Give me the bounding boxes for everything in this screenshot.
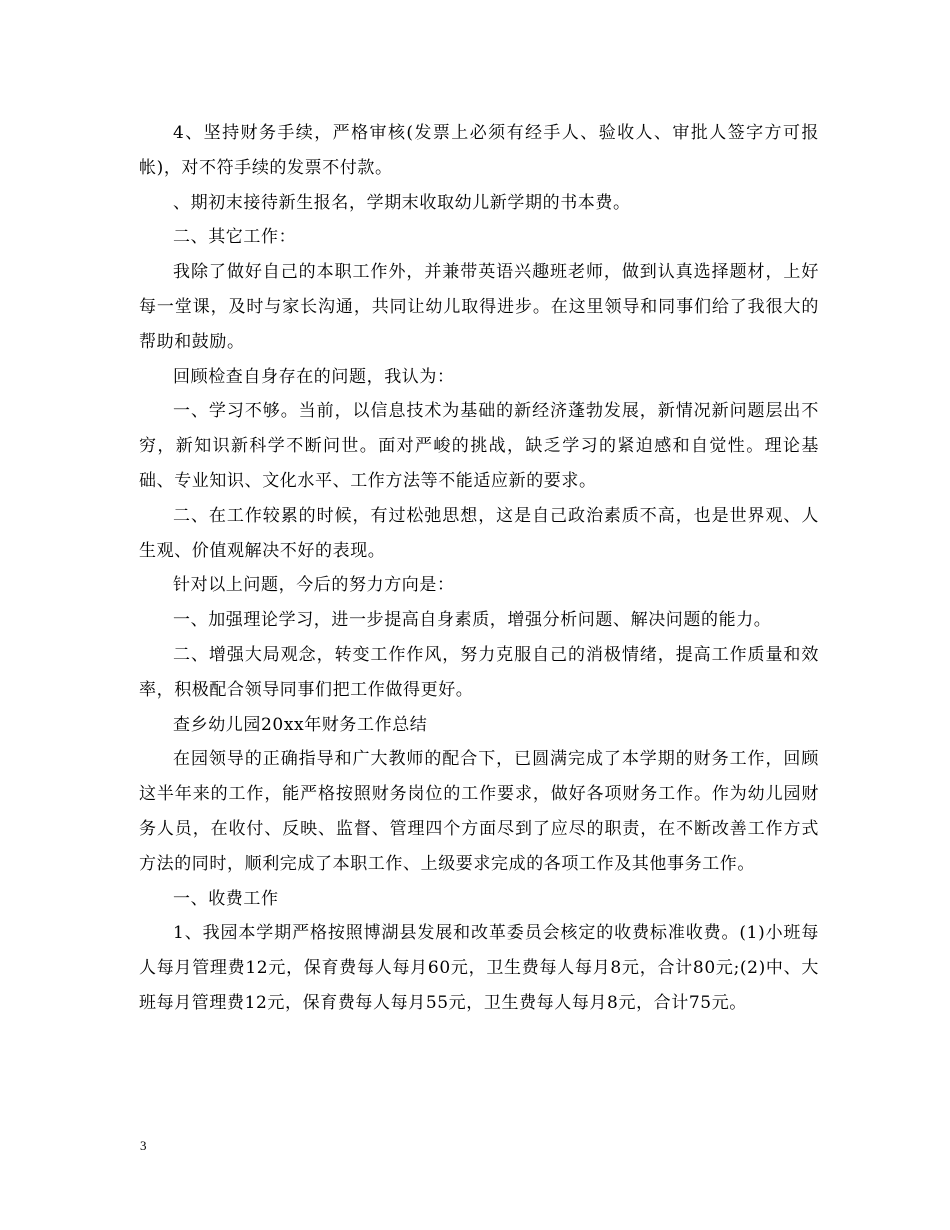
paragraph-problem-learning: 一、学习不够。当前，以信息技术为基础的新经济蓬勃发展，新情况新问题层出不穷，新知识新科学不断问世。面对严峻的挑战，缺乏学习的紧迫感和自觉性。理论基础、专业知识、文化水平、工作方法等不能适应新的要求。 xyxy=(139,401,819,491)
page-number: 3 xyxy=(140,1138,147,1153)
paragraph-future-direction: 针对以上问题，今后的努力方向是： xyxy=(173,575,455,596)
paragraph-finance-procedures: 4、坚持财务手续，严格审核(发票上必须有经手人、验收人、审批人签字方可报帐)，对不符手续的发票不付款。 xyxy=(139,123,819,178)
paragraph-problem-attitude: 二、在工作较累的时候，有过松弛思想，这是自己政治素质不高，也是世界观、人生观、价值观解决不好的表现。 xyxy=(139,505,819,561)
paragraph-fee-standards: 1、我园本学期严格按照博湖县发展和改革委员会核定的收费标准收费。(1)小班每人每月管理费12元，保育费每人每月60元，卫生费每人每月8元，合计80元;(2)中、大班每月管理费12元，保育费每人每月55元，卫生费每人每月8元，合计75元。 xyxy=(139,923,819,1013)
heading-fee-work: 一、收费工作 xyxy=(173,888,279,909)
paragraph-self-review: 回顾检查自身存在的问题，我认为： xyxy=(173,366,455,387)
paragraph-enrollment: 、期初末接待新生报名，学期末收取幼儿新学期的书本费。 xyxy=(173,192,631,213)
paragraph-finance-intro: 在园领导的正确指导和广大教师的配合下，已圆满完成了本学期的财务工作，回顾这半年来的工作，能严格按照财务岗位的工作要求，做好各项财务工作。作为幼儿园财务人员，在收付、反映、监督、管理四个方面尽到了应尽的职责，在不断改善工作方式方法的同时，顺利完成了本职工作、上级要求完成的各项工作及其他事务工作。 xyxy=(139,749,819,874)
heading-other-work: 二、其它工作： xyxy=(173,227,297,248)
paragraph-direction-attitude: 二、增强大局观念，转变工作作风，努力克服自己的消极情绪，提高工作质量和效率，积极配合领导同事们把工作做得更好。 xyxy=(139,644,819,700)
paragraph-other-duties: 我除了做好自己的本职工作外，并兼带英语兴趣班老师，做到认真选择题材，上好每一堂课，及时与家长沟通，共同让幼儿取得进步。在这里领导和同事们给了我很大的帮助和鼓励。 xyxy=(139,262,819,352)
document-body xyxy=(139,116,819,1021)
paragraph-direction-study: 一、加强理论学习，进一步提高自身素质，增强分析问题、解决问题的能力。 xyxy=(173,610,772,631)
section-title-finance-summary: 查乡幼儿园20xx年财务工作总结 xyxy=(173,714,428,735)
